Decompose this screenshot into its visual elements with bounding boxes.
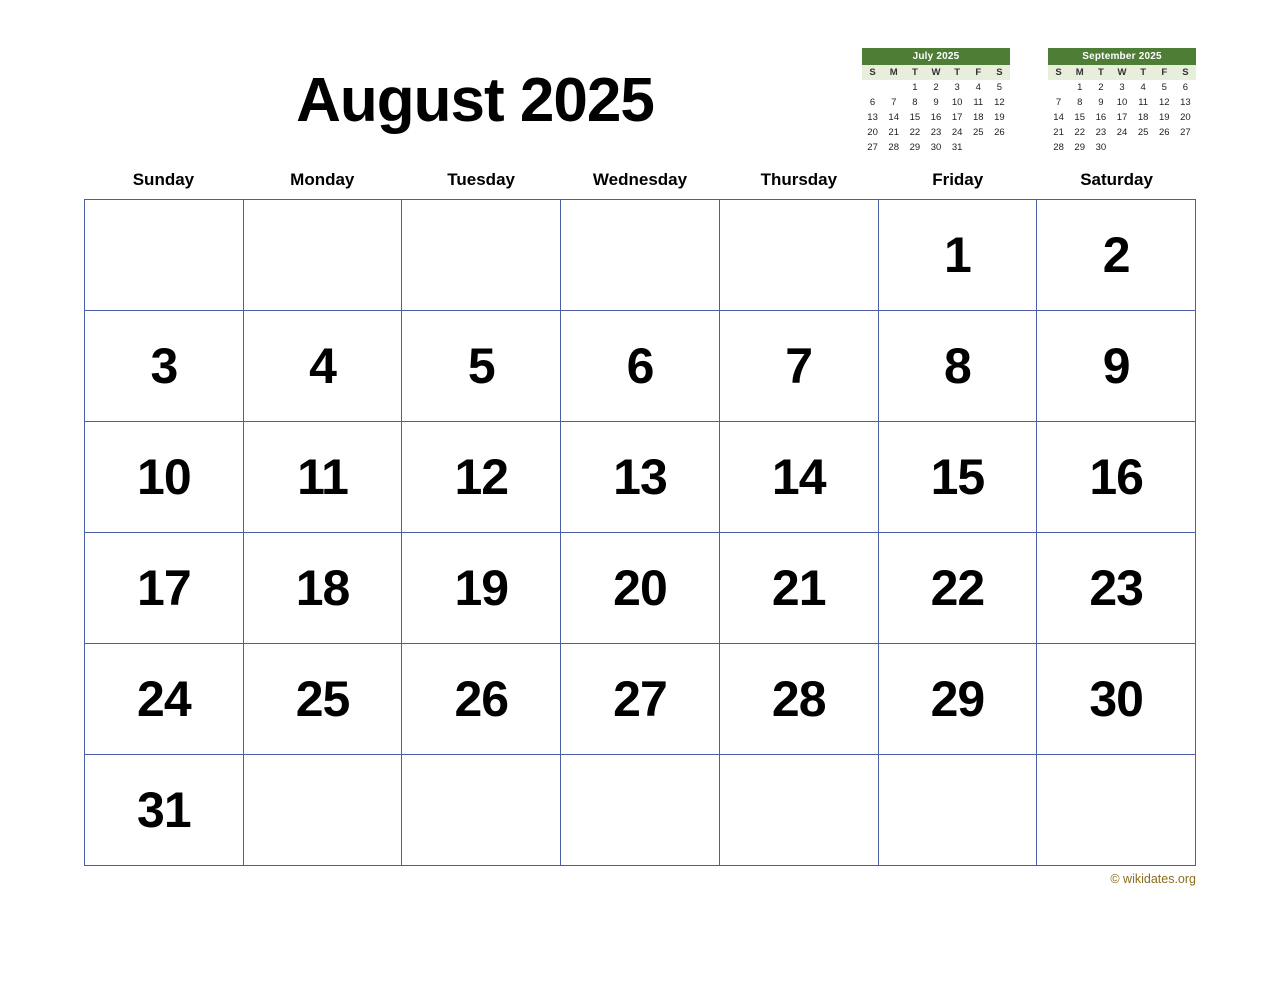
mini-calendar-title: September 2025: [1048, 48, 1196, 65]
mini-day: [989, 140, 1010, 155]
weekday-header-saturday: Saturday: [1080, 170, 1153, 189]
mini-day: 22: [909, 127, 921, 138]
day-number: 25: [295, 671, 350, 727]
mini-day: [1175, 140, 1196, 155]
day-cell[interactable]: [85, 644, 244, 755]
mini-day: 23: [930, 127, 942, 138]
mini-day: 1: [912, 82, 918, 93]
day-cell[interactable]: [561, 200, 720, 311]
day-cell[interactable]: [879, 755, 1038, 866]
calendar-grid: [84, 199, 1196, 866]
day-cell[interactable]: [244, 644, 403, 755]
day-cell[interactable]: [1037, 422, 1196, 533]
mini-day: 24: [1116, 127, 1128, 138]
day-cell[interactable]: [879, 200, 1038, 311]
mini-day: 16: [1095, 112, 1107, 123]
day-cell[interactable]: [85, 533, 244, 644]
mini-weekday-row: [1048, 65, 1196, 80]
day-cell[interactable]: [244, 533, 403, 644]
mini-day: 9: [1098, 97, 1104, 108]
day-number: 5: [467, 338, 495, 394]
mini-day: 6: [869, 97, 876, 108]
day-cell[interactable]: [402, 644, 561, 755]
mini-day: 2: [933, 82, 939, 93]
mini-weekday: M: [883, 65, 904, 80]
mini-week-row: [862, 80, 1010, 95]
mini-day: 8: [912, 97, 918, 108]
day-cell[interactable]: [402, 422, 561, 533]
mini-day: [968, 140, 989, 155]
mini-calendar-previous-month[interactable]: [862, 48, 1010, 155]
mini-weekday: M: [1069, 65, 1090, 80]
mini-week-row: [1048, 110, 1196, 125]
day-cell[interactable]: [720, 422, 879, 533]
mini-day: 20: [867, 127, 878, 138]
mini-week-row: [1048, 95, 1196, 110]
mini-day: 9: [933, 97, 939, 108]
mini-day: 29: [1074, 142, 1085, 153]
day-number: 12: [454, 449, 509, 505]
day-cell[interactable]: [244, 422, 403, 533]
day-cell[interactable]: [720, 755, 879, 866]
day-cell[interactable]: [720, 200, 879, 311]
mini-week-row: [862, 95, 1010, 110]
mini-day: 10: [1116, 97, 1128, 108]
mini-day: 26: [994, 127, 1005, 138]
mini-day: 13: [1180, 97, 1191, 108]
day-number: 17: [137, 560, 191, 616]
mini-day: 27: [867, 142, 878, 153]
mini-week-row: [1048, 80, 1196, 95]
weekday-header-row: [84, 170, 1196, 199]
mini-day: 30: [1095, 142, 1107, 153]
mini-calendar-title: July 2025: [862, 48, 1010, 65]
mini-day: 12: [1158, 97, 1170, 108]
mini-day: 10: [951, 97, 963, 108]
mini-day: 14: [888, 112, 899, 123]
mini-week-row: [862, 140, 1010, 155]
mini-day: 22: [1074, 127, 1085, 138]
day-cell[interactable]: [879, 311, 1038, 422]
day-cell[interactable]: [1037, 200, 1196, 311]
mini-day: 4: [1140, 82, 1146, 93]
day-cell[interactable]: [561, 533, 720, 644]
mini-day: 31: [951, 142, 963, 153]
mini-week-row: [1048, 125, 1196, 140]
day-number: 19: [454, 560, 509, 616]
day-cell[interactable]: [244, 755, 403, 866]
mini-day: 8: [1077, 97, 1083, 108]
day-number: 30: [1089, 671, 1143, 727]
day-cell[interactable]: [561, 311, 720, 422]
mini-calendars: [862, 48, 1196, 155]
mini-calendar-next-month[interactable]: [1048, 48, 1196, 155]
mini-day: 18: [1137, 112, 1149, 123]
mini-day: 16: [930, 112, 942, 123]
mini-weekday: F: [1154, 65, 1175, 80]
day-number: 11: [297, 449, 348, 505]
day-cell[interactable]: [1037, 311, 1196, 422]
day-number: 7: [785, 338, 813, 394]
mini-day: 26: [1158, 127, 1170, 138]
day-cell[interactable]: [879, 422, 1038, 533]
footer: [84, 872, 1196, 886]
day-cell[interactable]: [1037, 533, 1196, 644]
weekday-header-friday: Friday: [932, 170, 984, 189]
mini-weekday-row: [862, 65, 1010, 80]
day-number: 29: [930, 671, 985, 727]
day-number: 8: [944, 338, 971, 394]
mini-weekday: S: [1175, 65, 1196, 80]
day-cell[interactable]: [85, 422, 244, 533]
mini-day: 19: [1158, 112, 1170, 123]
day-cell[interactable]: [879, 533, 1038, 644]
day-cell[interactable]: [244, 200, 403, 311]
day-cell[interactable]: [720, 533, 879, 644]
day-number: 23: [1089, 560, 1143, 616]
day-number: 21: [771, 560, 826, 616]
mini-day: 28: [1053, 142, 1064, 153]
mini-day: 13: [867, 112, 878, 123]
mini-day: 23: [1095, 127, 1107, 138]
mini-week-row: [1048, 140, 1196, 155]
mini-day: 17: [951, 112, 963, 123]
day-cell[interactable]: [85, 200, 244, 311]
weekday-header-wednesday: Wednesday: [592, 170, 688, 189]
day-number: 31: [137, 782, 191, 838]
mini-day: 27: [1180, 127, 1191, 138]
mini-weekday: S: [1048, 65, 1069, 80]
day-number: 28: [771, 671, 826, 727]
day-cell[interactable]: [879, 644, 1038, 755]
credit-link[interactable]: © wikidates.org: [1110, 872, 1196, 886]
mini-day: 29: [909, 142, 921, 153]
mini-day: 11: [973, 97, 984, 108]
day-cell[interactable]: [720, 311, 879, 422]
day-number: 10: [137, 449, 191, 505]
mini-weekday: S: [862, 65, 883, 80]
mini-day: 20: [1180, 112, 1191, 123]
day-number: 22: [930, 560, 985, 616]
mini-day: 24: [951, 127, 963, 138]
mini-week-row: [862, 110, 1010, 125]
page-header: [0, 0, 1280, 170]
day-cell[interactable]: [561, 422, 720, 533]
mini-day: 3: [1119, 82, 1125, 93]
weekday-header-thursday: Thursday: [760, 170, 838, 189]
day-number: 14: [771, 449, 826, 505]
mini-day: [1111, 140, 1132, 155]
mini-day: 6: [1182, 82, 1189, 93]
mini-day: 14: [1053, 112, 1064, 123]
mini-day: 5: [1161, 82, 1167, 93]
day-cell[interactable]: [561, 755, 720, 866]
mini-day: 15: [909, 112, 921, 123]
mini-weekday: T: [904, 65, 925, 80]
mini-day: [1154, 140, 1175, 155]
day-number: 27: [613, 671, 667, 727]
day-number: 20: [613, 560, 667, 616]
mini-day: 25: [972, 127, 984, 138]
mini-day: 21: [1053, 127, 1064, 138]
page-title: August 2025: [296, 66, 654, 135]
day-number: 13: [613, 449, 667, 505]
day-cell[interactable]: [720, 644, 879, 755]
day-number: 4: [309, 338, 336, 394]
mini-calendar-table: [1048, 65, 1196, 155]
day-cell[interactable]: [402, 311, 561, 422]
mini-weekday: T: [1133, 65, 1154, 80]
mini-weekday: W: [925, 65, 946, 80]
day-number: 3: [150, 338, 178, 394]
mini-day: 21: [888, 127, 899, 138]
weekday-header-tuesday: Tuesday: [447, 170, 515, 189]
day-number: 26: [454, 671, 509, 727]
mini-day: [1048, 80, 1069, 95]
mini-calendar-table: [862, 65, 1010, 155]
mini-day: 12: [994, 97, 1005, 108]
mini-weekday: F: [968, 65, 989, 80]
day-cell[interactable]: [402, 755, 561, 866]
day-cell[interactable]: [1037, 755, 1196, 866]
day-number: 6: [626, 338, 654, 394]
mini-day: 15: [1074, 112, 1085, 123]
mini-day: 17: [1116, 112, 1128, 123]
mini-day: 11: [1138, 97, 1149, 108]
mini-day: 3: [954, 82, 960, 93]
mini-day: 7: [1055, 97, 1062, 108]
day-cell[interactable]: [85, 311, 244, 422]
weekday-header-sunday: Sunday: [132, 170, 195, 189]
mini-day: 19: [994, 112, 1005, 123]
day-number: 18: [295, 560, 350, 616]
day-number: 1: [944, 227, 971, 283]
mini-day: 18: [972, 112, 984, 123]
day-number: 16: [1089, 449, 1143, 505]
mini-day: 7: [891, 97, 897, 108]
mini-day: 30: [930, 142, 942, 153]
mini-weekday: T: [947, 65, 968, 80]
mini-day: 4: [975, 82, 981, 93]
day-number: 24: [137, 671, 191, 727]
mini-day: 25: [1137, 127, 1149, 138]
day-number: 15: [930, 449, 985, 505]
mini-weekday: T: [1090, 65, 1111, 80]
mini-day: 28: [888, 142, 899, 153]
mini-day: [883, 80, 904, 95]
day-number: 2: [1102, 227, 1130, 283]
mini-day: 2: [1098, 82, 1104, 93]
day-cell[interactable]: [402, 533, 561, 644]
mini-day: [862, 80, 883, 95]
mini-day: 1: [1077, 82, 1083, 93]
day-cell[interactable]: [561, 644, 720, 755]
day-cell[interactable]: [85, 755, 244, 866]
mini-weekday: S: [989, 65, 1010, 80]
mini-day: 5: [996, 82, 1003, 93]
mini-day: [1133, 140, 1154, 155]
mini-weekday: W: [1111, 65, 1132, 80]
day-cell[interactable]: [244, 311, 403, 422]
weekday-header-monday: Monday: [290, 170, 355, 189]
day-cell[interactable]: [402, 200, 561, 311]
mini-week-row: [862, 125, 1010, 140]
day-cell[interactable]: [1037, 644, 1196, 755]
day-number: 9: [1102, 338, 1130, 394]
